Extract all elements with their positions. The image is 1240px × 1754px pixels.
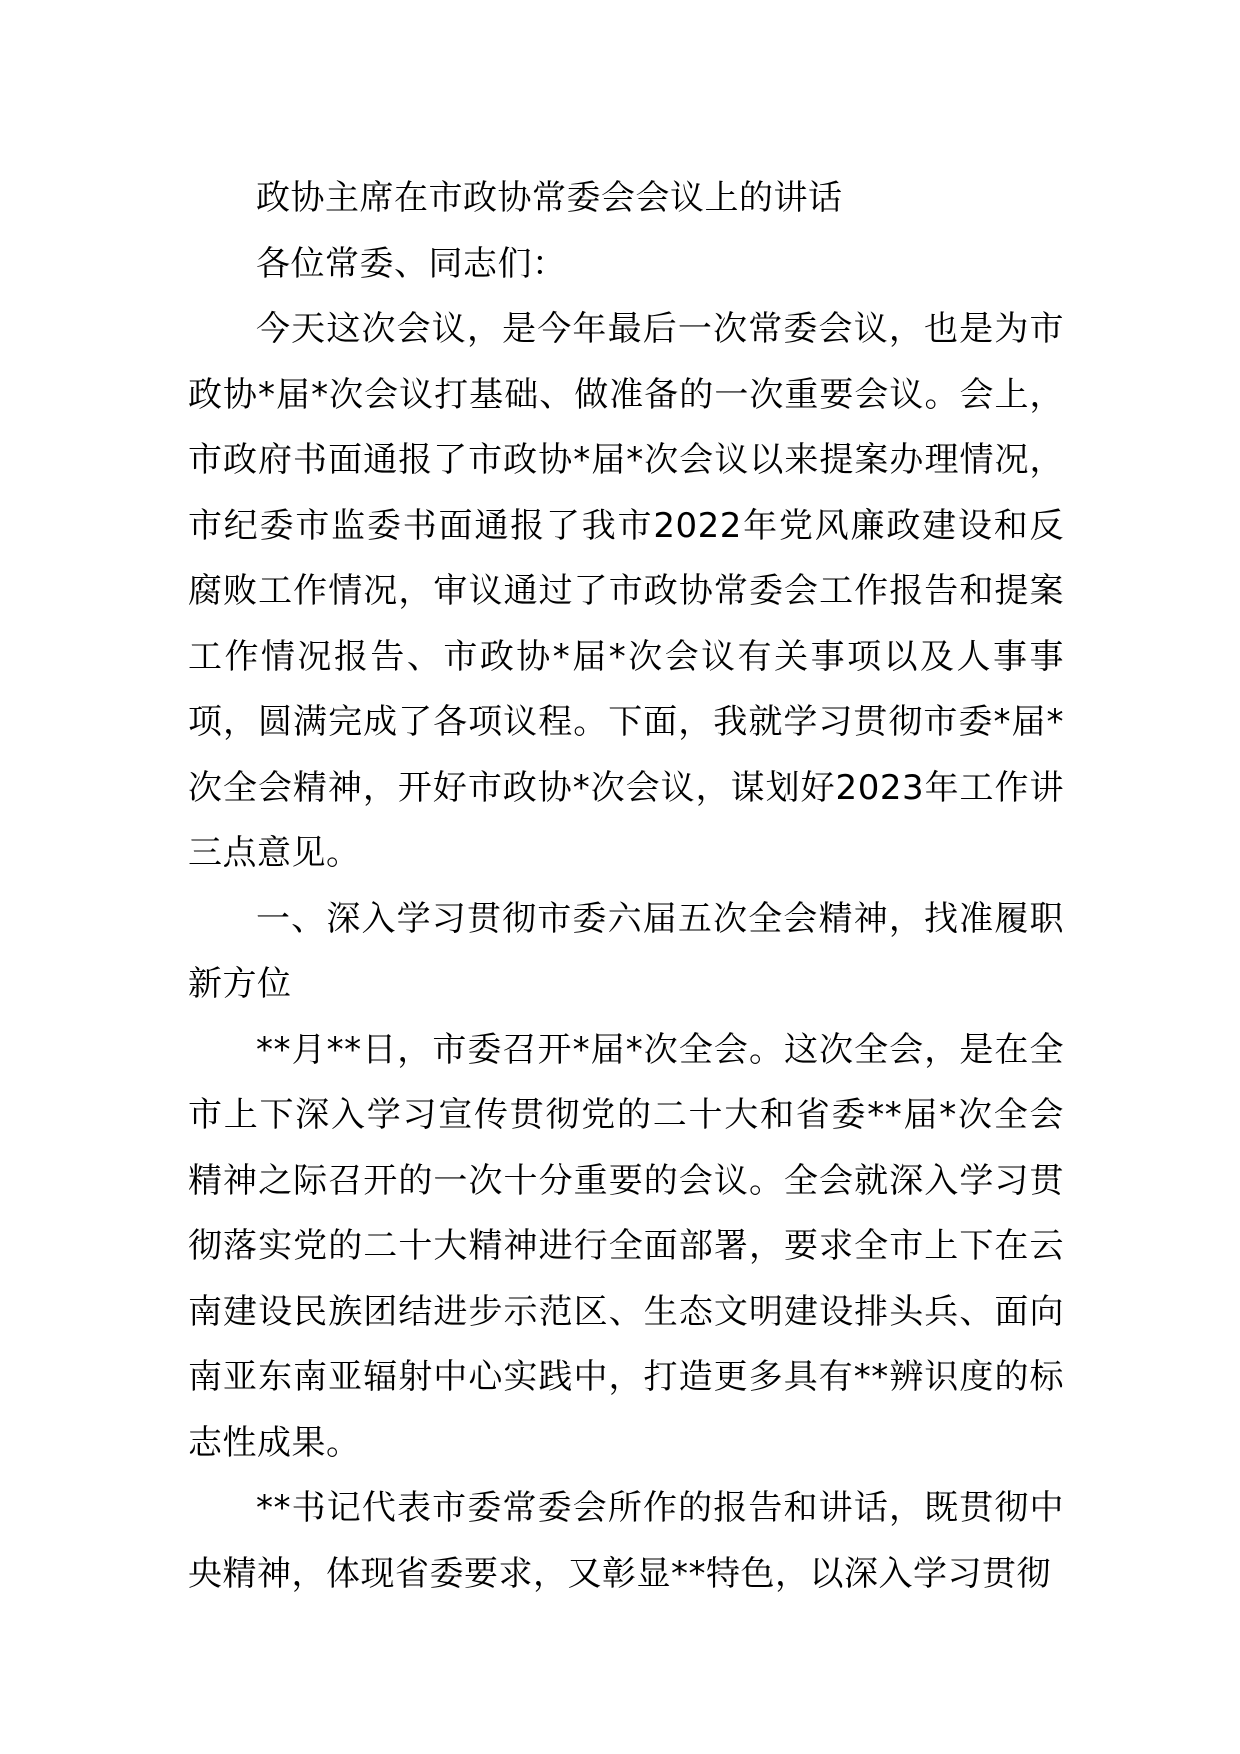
document-title: 政协主席在市政协常委会会议上的讲话 — [256, 178, 843, 218]
paragraph-report: **书记代表市委常委会所作的报告和讲话，既贯彻中央精神，体现省委要求，又彰显**特色，以深入学习贯彻 — [188, 1488, 1064, 1594]
salutation: 各位常委、同志们： — [256, 243, 567, 284]
paragraph-intro: 今天这次会议，是今年最后一次常委会议，也是为市政协*届*次会议打基础、做准备的一次重要会议。会上，市政府书面通报了市政协*届*次会议以来提案办理情况，市纪委市监委书面通报了我市2022年党风廉政建设和反腐败工作情况，审议通过了市政协常委会工作报告和提案工作情况报告、市政协*届*次会议有关事项以及人事事项，圆满完成了各项议程。下面，我就学习贯彻市委*届*次全会精神，开好市政协*次会议，谋划好2023年工作讲三点意见。 — [188, 309, 1064, 873]
document-body — [188, 166, 1064, 1607]
section-heading-1: 一、深入学习贯彻市委六届五次全会精神，找准履职新方位 — [188, 898, 1064, 1004]
paragraph-plenary: **月**日，市委召开*届*次全会。这次全会，是在全市上下深入学习宣传贯彻党的二十大和省委**届*次全会精神之际召开的一次十分重要的会议。全会就深入学习贯彻落实党的二十大精神进行全面部署，要求全市上下在云南建设民族团结进步示范区、生态文明建设排头兵、面向南亚东南亚辐射中心实践中，打造更多具有**辨识度的标志性成果。 — [188, 1029, 1064, 1463]
